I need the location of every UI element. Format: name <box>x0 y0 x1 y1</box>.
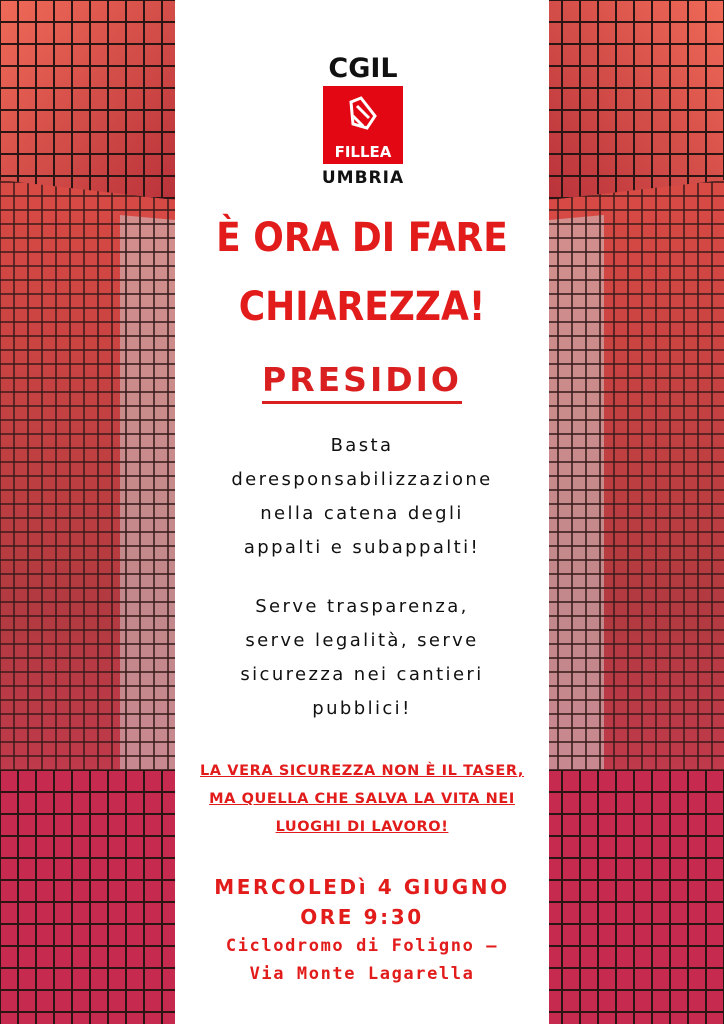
paragraph1-line: deresponsabilizzazione <box>231 469 493 490</box>
paragraph2-line: pubblici! <box>312 698 412 719</box>
warning-line: LA VERA SICUREZZA NON È IL TASER, <box>199 763 525 779</box>
logo-red-box <box>323 86 403 164</box>
right-building-graphic <box>544 0 724 1024</box>
headline-line-2: CHIAREZZA! <box>238 284 486 330</box>
warning-line: LUOGHI DI LAVORO! <box>275 819 449 835</box>
event-details <box>170 872 554 988</box>
logo-region-text: UMBRIA <box>321 168 405 188</box>
event-time: ORE 9:30 <box>300 905 424 929</box>
paragraph1-line: appalti e subappalti! <box>243 537 481 558</box>
event-place-line-2: Via Monte Lagarella <box>249 964 475 984</box>
left-building-graphic <box>0 0 180 1024</box>
paragraph2-line: Serve trasparenza, <box>255 596 469 617</box>
headline-line-1: È ORA DI FARE <box>216 215 508 261</box>
presidio-heading <box>180 360 544 399</box>
paragraph-trasparenza <box>170 590 554 726</box>
paragraph2-line: sicurezza nei cantieri <box>240 664 484 685</box>
logo-fillea-text: FILLEA <box>334 143 392 161</box>
taser-warning <box>170 757 554 841</box>
event-place-line-1: Ciclodromo di Foligno – <box>225 936 499 956</box>
left-building-image <box>0 0 180 1024</box>
paragraph1-line: nella catena degli <box>260 503 464 524</box>
fillea-emblem-icon <box>343 94 383 138</box>
paragraph1-line: Basta <box>330 435 394 456</box>
poster-content <box>180 0 544 1024</box>
paragraph-deresponsabilizzazione <box>170 429 554 565</box>
presidio-text: PRESIDIO <box>262 360 462 404</box>
logo-cgil-text: CGIL <box>328 53 398 84</box>
cgil-fillea-logo <box>321 54 405 188</box>
paragraph2-line: serve legalità, serve <box>245 630 479 651</box>
right-building-image <box>544 0 724 1024</box>
event-date: MERCOLEDì 4 GIUGNO <box>214 875 510 899</box>
warning-line: MA QUELLA CHE SALVA LA VITA NEI <box>209 791 515 807</box>
